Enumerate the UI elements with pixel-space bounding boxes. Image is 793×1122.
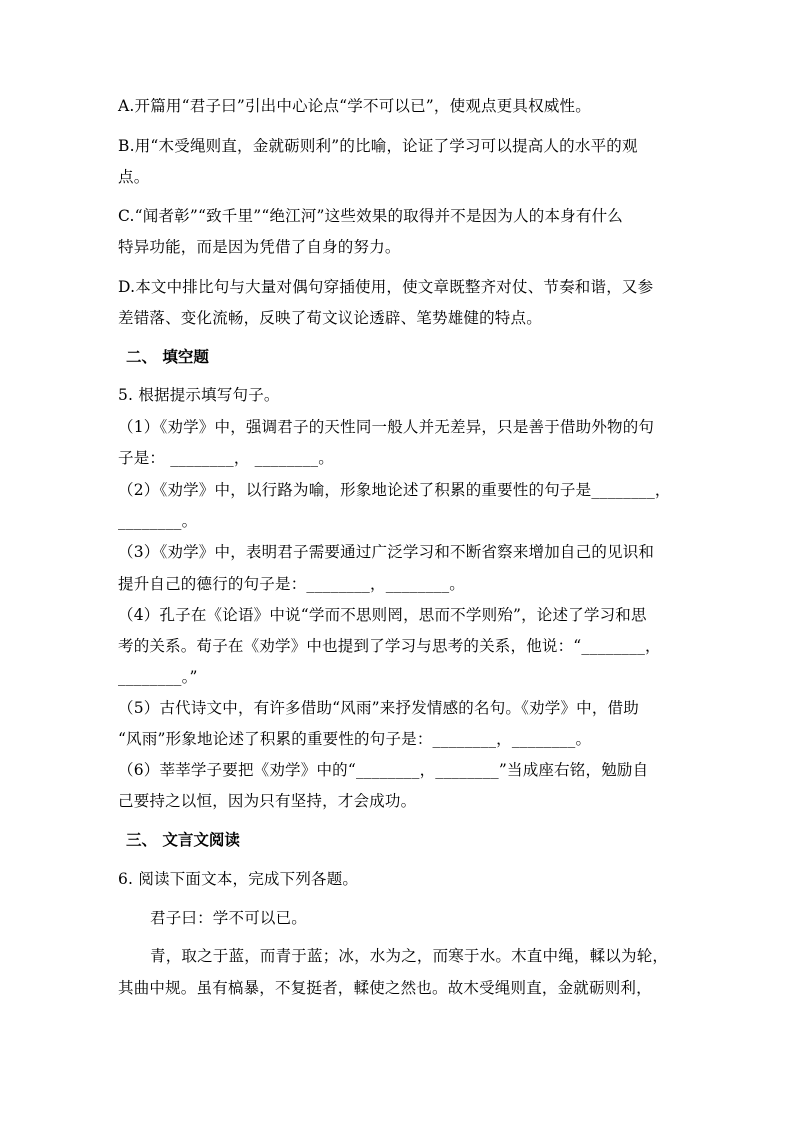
section-title-fill-in: 二、 填空题 [126, 347, 209, 366]
q5-line: ________。” [118, 668, 198, 686]
q5-line: “风雨”形象地论述了积累的重要性的句子是：________，________。 [118, 730, 592, 748]
option-d-cont: 差错落、变化流畅，反映了荀文议论透辟、笔势雄健的特点。 [118, 309, 542, 327]
q5-line: 提升自己的德行的句子是：________，________。 [118, 575, 466, 593]
q5-line: 子是： ________， ________。 [118, 449, 334, 467]
q5-line: 考的关系。荀子在《劝学》中也提到了学习与思考的关系，他说：“________， [118, 637, 661, 655]
question-6-stem: 6. 阅读下面文本，完成下列各题。 [118, 870, 359, 888]
passage-line: 其曲中规。虽有槁暴，不复挺者，輮使之然也。故木受绳则直，金就砺则利， [118, 979, 652, 997]
option-a: A.开篇用“君子曰”引出中心论点“学不可以已”，使观点更具权威性。 [118, 97, 591, 115]
q5-line: （4）孔子在《论语》中说“学而不思则罔，思而不学则殆”，论述了学习和思 [118, 606, 647, 624]
q5-line: 己要持之以恒，因为只有坚持，才会成功。 [118, 792, 417, 810]
option-d: D.本文中排比句与大量对偶句穿插使用，使文章既整齐对仗、节奏和谐，又参 [118, 278, 654, 296]
q5-line: ________。 [118, 512, 198, 530]
option-b-cont: 点。 [118, 168, 150, 186]
q5-line: （2）《劝学》中，以行路为喻，形象地论述了积累的重要性的句子是________， [118, 481, 671, 499]
q5-line: （3）《劝学》中，表明君子需要通过广泛学习和不断省察来增加自己的见识和 [118, 543, 655, 561]
option-c: C.“闻者彰”“致千里”“绝江河”这些效果的取得并不是因为人的本身有什么 [118, 207, 623, 225]
q5-line: （5）古代诗文中，有许多借助“风雨”来抒发情感的名句。《劝学》中，借助 [118, 699, 639, 717]
question-5-stem: 5. 根据提示填写句子。 [118, 386, 280, 404]
passage-line: 君子曰：学不可以已。 [150, 909, 308, 927]
section-title-classical-reading: 三、 文言文阅读 [126, 830, 240, 849]
option-b: B.用“木受绳则直，金就砺则利”的比喻，论证了学习可以提高人的水平的观 [118, 137, 638, 155]
option-c-cont: 特异功能，而是因为凭借了自身的努力。 [118, 238, 401, 256]
q5-line: （6）莘莘学子要把《劝学》中的“________，________”当成座右铭，勉励自 [118, 761, 649, 779]
passage-line: 青，取之于蓝，而青于蓝；冰，水为之，而寒于水。木直中绳，輮以为轮， [150, 947, 669, 965]
q5-line: （1）《劝学》中，强调君子的天性同一般人并无差异，只是善于借助外物的句 [118, 418, 655, 436]
